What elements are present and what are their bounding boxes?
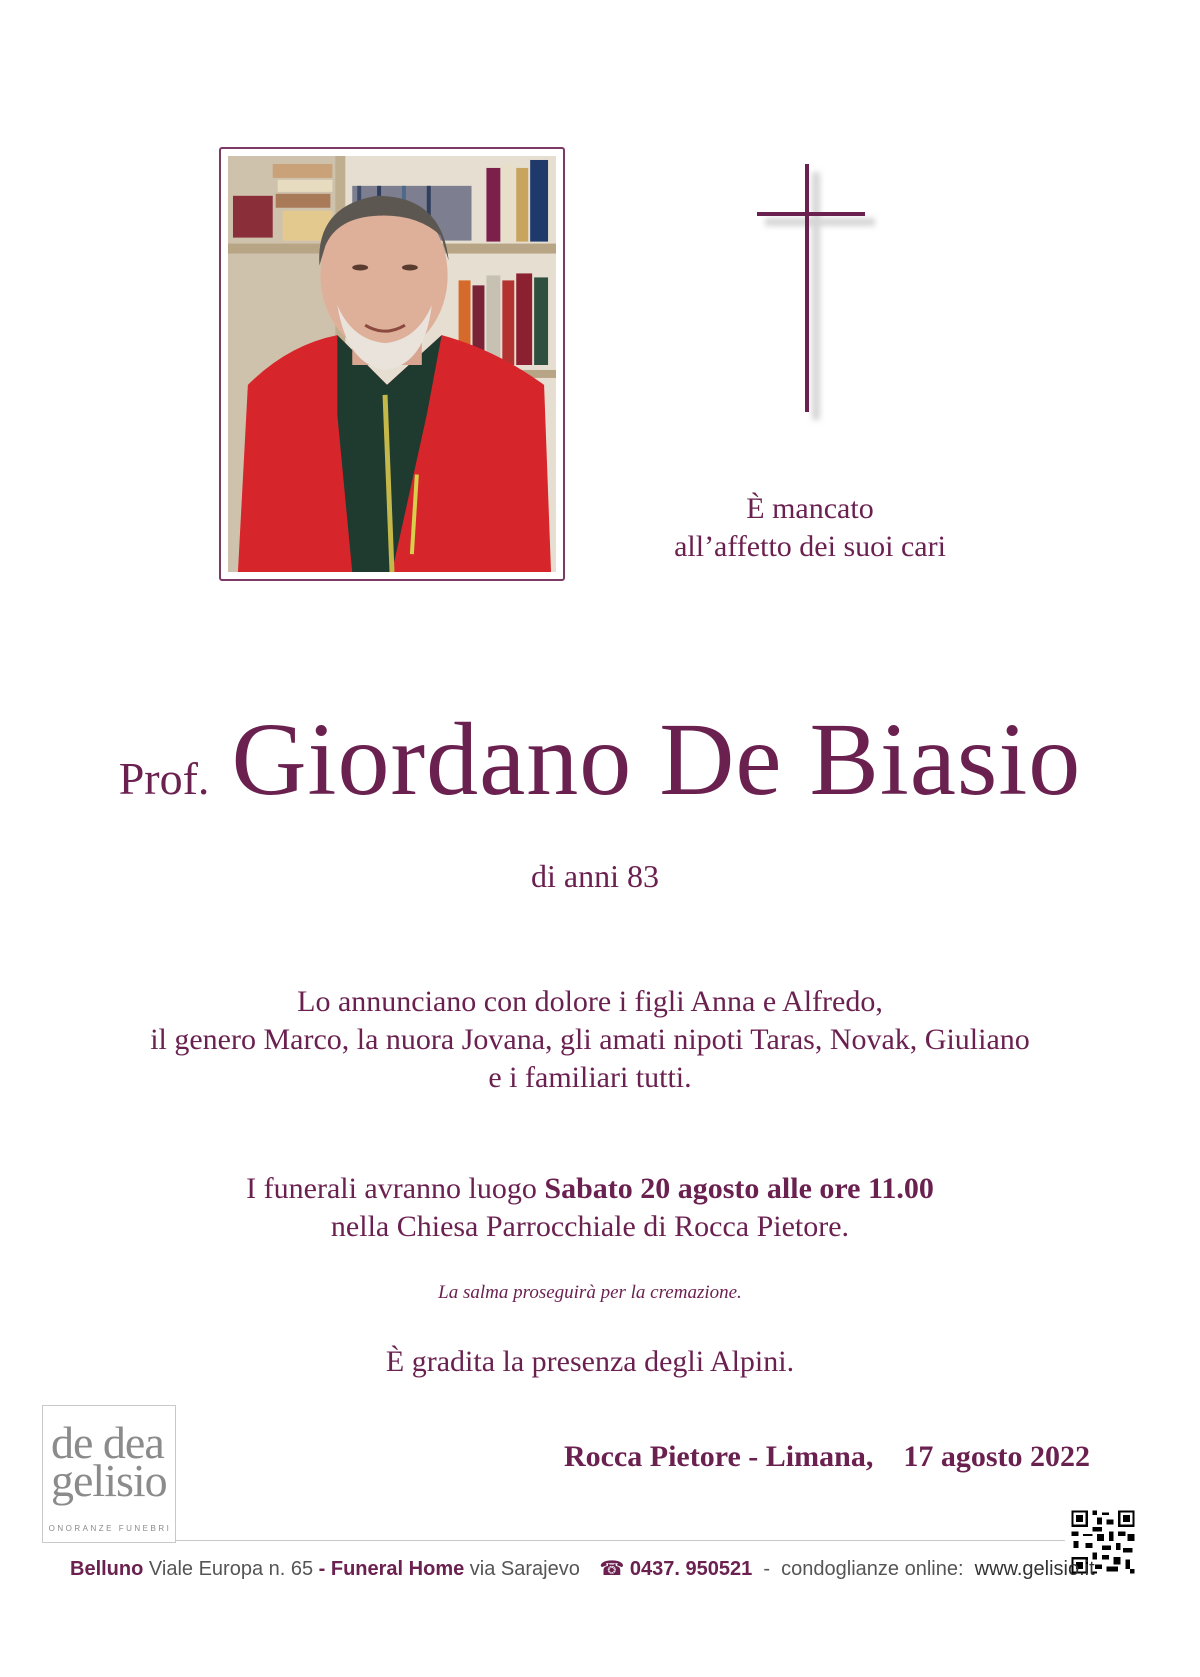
footer-contacts — [70, 1556, 1095, 1581]
deceased-name: Giordano De Biasio — [231, 702, 1082, 817]
announcement-text — [40, 983, 1140, 1097]
funeral-info — [40, 1170, 1140, 1246]
deceased-photo — [228, 156, 556, 572]
deceased-photo-frame — [219, 147, 565, 581]
funeral-prefix: I funerali avranno luogo — [246, 1172, 545, 1205]
footer-separator: - — [318, 1558, 331, 1580]
announcement-line: il genero Marco, la nuora Jovana, gli amati nipoti Taras, Novak, Giuliano — [150, 1023, 1030, 1056]
footer-phone[interactable]: 0437. 950521 — [629, 1558, 753, 1580]
passed-away-text — [620, 490, 1000, 566]
phone-icon: ☎ — [599, 1558, 625, 1580]
footer-address: Viale Europa n. 65 — [143, 1558, 319, 1580]
footer-city: Belluno — [70, 1558, 144, 1580]
alpini-note: È gradita la presenza degli Alpini. — [385, 1345, 795, 1378]
footer-divider — [176, 1540, 1065, 1541]
funeral-home-logo — [42, 1405, 176, 1543]
deceased-name-line — [40, 700, 1160, 819]
footer-website-link[interactable]: www.gelisio.it — [974, 1558, 1095, 1580]
place-date — [490, 1440, 1090, 1474]
footer-condolences-label: condoglianze online: — [781, 1558, 975, 1580]
age-text: di anni 83 — [531, 858, 659, 894]
cross-icon — [745, 160, 885, 430]
announcement-line: Lo annunciano con dolore i figli Anna e Alfredo, — [297, 985, 883, 1018]
funeral-line-1 — [40, 1170, 1140, 1208]
title-prefix: Prof. — [118, 753, 210, 804]
funeral-line-2: nella Chiesa Parrocchiale di Rocca Pietore. — [330, 1210, 850, 1243]
passed-line-1: È mancato — [746, 492, 874, 525]
footer-funeral-home: Funeral Home — [330, 1558, 465, 1580]
announcement-line: e i familiari tutti. — [488, 1061, 692, 1094]
logo-subtitle: ONORANZE FUNEBRI — [48, 1524, 172, 1533]
cremation-note: La salma proseguirà per la cremazione. — [438, 1282, 742, 1303]
logo-line-1: de dea — [51, 1417, 164, 1468]
place: Rocca Pietore - Limana, — [563, 1440, 874, 1473]
passed-line-2: all’affetto dei suoi cari — [674, 530, 946, 563]
footer-separator: - — [752, 1558, 782, 1580]
funeral-date-time: Sabato 20 agosto alle ore 11.00 — [544, 1172, 934, 1205]
date: 17 agosto 2022 — [903, 1440, 1090, 1473]
logo-line-2: gelisio — [51, 1455, 167, 1506]
footer-funeral-home-address: via Sarajevo — [464, 1558, 580, 1580]
